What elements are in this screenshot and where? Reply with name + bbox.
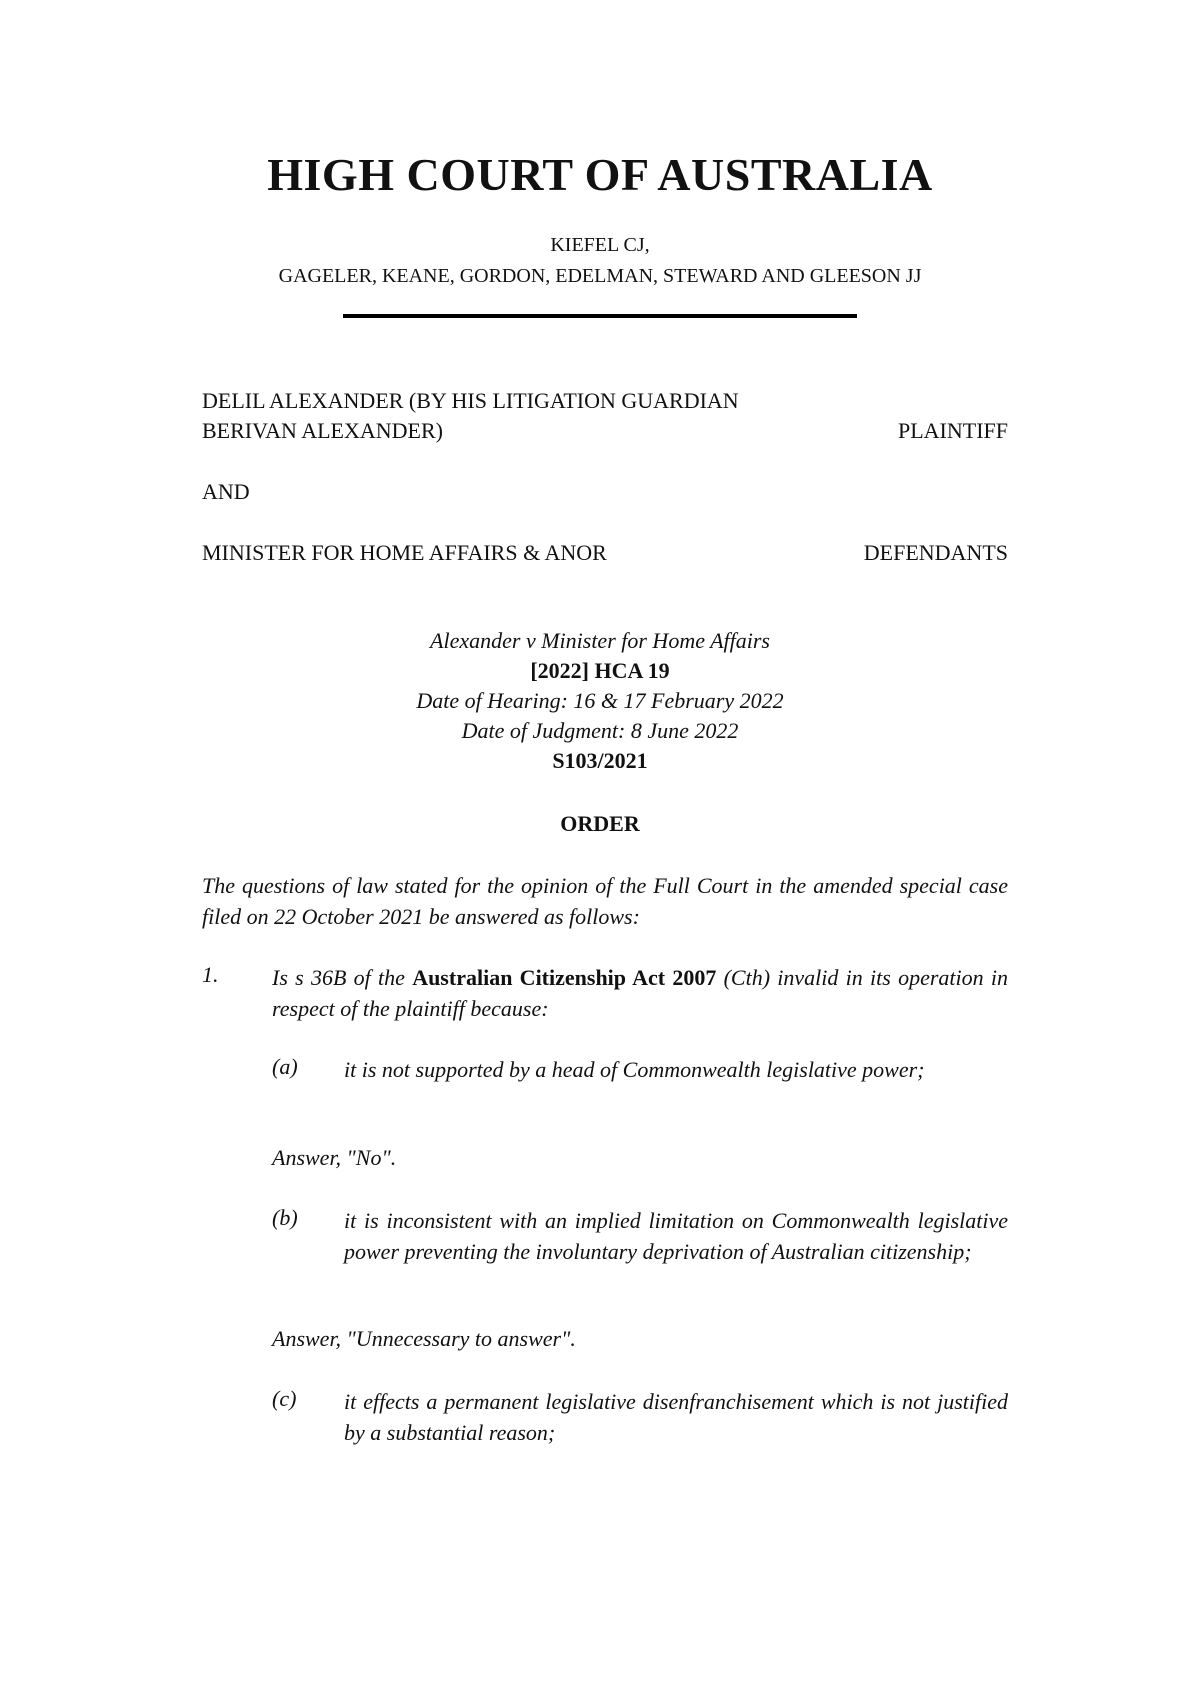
part-c-label: (c) xyxy=(272,1386,297,1411)
plaintiff-row xyxy=(202,386,1008,448)
question-text xyxy=(272,962,1008,1024)
order-intro: The questions of law stated for the opinion of the Full Court in the amended special case filed on 22 October 2021 be answered as follows: xyxy=(202,873,1008,929)
hearing-date: Date of Hearing: 16 & 17 February 2022 xyxy=(416,688,784,713)
part-a-answer: Answer, "No". xyxy=(272,1145,397,1170)
part-c-text: it effects a permanent legislative disenfranchisement which is not justified by a substantial reason; xyxy=(344,1389,1008,1445)
part-a-text: it is not supported by a head of Commonwealth legislative power; xyxy=(344,1057,925,1082)
title-divider xyxy=(343,314,857,318)
question-text-before: Is s 36B of the xyxy=(272,965,405,990)
court-title: HIGH COURT OF AUSTRALIA xyxy=(267,149,933,200)
case-number: S103/2021 xyxy=(552,748,648,773)
plaintiff-name-line-1: DELIL ALEXANDER (BY HIS LITIGATION GUARDIAN xyxy=(202,388,739,413)
part-b-label: (b) xyxy=(272,1205,298,1230)
and-separator: AND xyxy=(202,479,250,504)
act-name: Australian Citizenship Act 2007 xyxy=(412,965,717,990)
plaintiff-role: PLAINTIFF xyxy=(897,418,1008,443)
part-a-label: (a) xyxy=(272,1054,298,1079)
question-text-after: (Cth) invalid in its operation in respect of the plaintiff because: xyxy=(272,965,1008,1021)
judgment-date: Date of Judgment: 8 June 2022 xyxy=(461,718,739,743)
judges-line-1: KIEFEL CJ, xyxy=(550,234,650,256)
judges-line-2: GAGELER, KEANE, GORDON, EDELMAN, STEWARD AND GLEESON JJ xyxy=(278,265,922,287)
case-citation: [2022] HCA 19 xyxy=(530,658,670,683)
order-heading: ORDER xyxy=(560,811,640,836)
defendant-role: DEFENDANTS xyxy=(863,540,1008,565)
defendant-row xyxy=(202,538,1008,568)
plaintiff-name xyxy=(202,386,739,446)
part-b-answer: Answer, "Unnecessary to answer". xyxy=(272,1326,576,1351)
case-name: Alexander v Minister for Home Affairs xyxy=(430,628,770,653)
question-number: 1. xyxy=(202,962,219,987)
case-details xyxy=(0,626,1200,776)
judges-block xyxy=(0,230,1200,292)
defendant-name: MINISTER FOR HOME AFFAIRS & ANOR xyxy=(202,540,607,565)
part-b-text: it is inconsistent with an implied limitation on Commonwealth legislative power preventing the involuntary deprivation of Australian citizenship; xyxy=(344,1208,1008,1264)
plaintiff-name-line-2: BERIVAN ALEXANDER) xyxy=(202,418,443,443)
